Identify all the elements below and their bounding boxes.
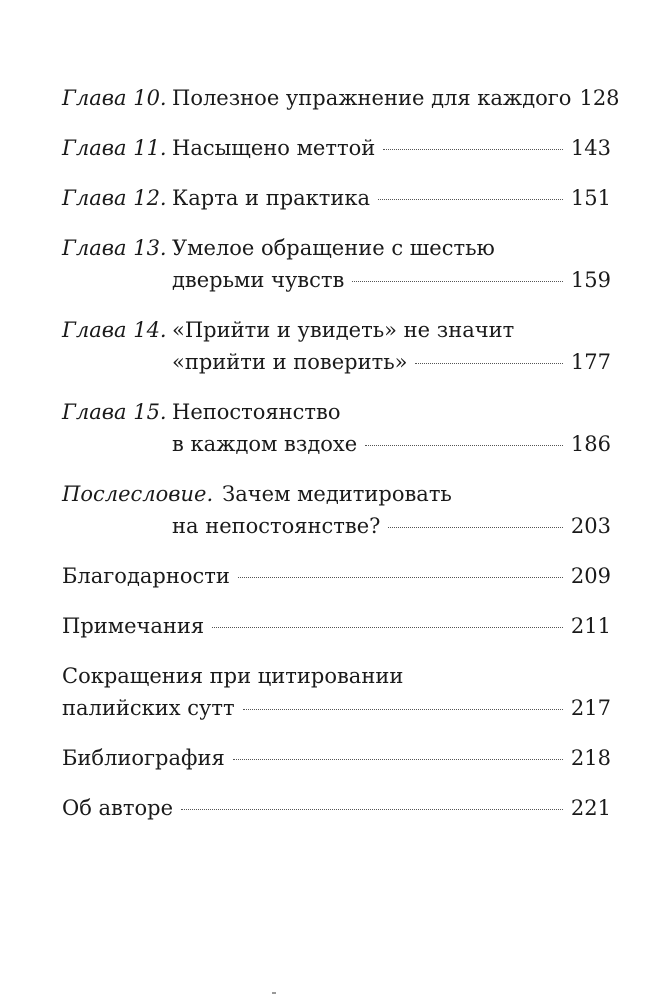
page-number: 218: [570, 746, 611, 770]
page-number: 209: [570, 564, 611, 588]
table-of-contents: [62, 82, 620, 824]
dot-leader: [383, 149, 563, 150]
page-number: 203: [570, 514, 611, 538]
chapter-title-continued: «прийти и поверить»: [172, 350, 408, 374]
dot-leader: [388, 527, 562, 528]
chapter-title: «Прийти и увидеть» не значит: [172, 318, 515, 342]
dot-leader: [233, 759, 563, 760]
chapter-label: Глава 10.: [62, 86, 167, 110]
page-number: 186: [570, 432, 611, 456]
chapter-title-continued: в каждом вздохе: [172, 432, 358, 456]
page-number: 211: [570, 614, 611, 638]
dot-leader: [212, 627, 563, 628]
page-number: 159: [570, 268, 611, 292]
toc-entry-chapter-10[interactable]: [62, 82, 620, 114]
page-number: 151: [570, 186, 611, 210]
dot-leader: [378, 199, 563, 200]
page-number: 217: [570, 696, 611, 720]
toc-entry-chapter-12[interactable]: [62, 182, 611, 214]
section-title: Благодарности: [62, 564, 230, 588]
page-number: 221: [570, 796, 611, 820]
chapter-title: Насыщено меттой: [172, 136, 376, 160]
afterword-label: Послесловие.: [62, 482, 214, 506]
toc-entry-notes[interactable]: [62, 610, 611, 642]
chapter-title-continued: дверьми чувств: [172, 268, 345, 292]
chapter-title: Полезное упражнение для каждого: [172, 86, 572, 110]
chapter-label: Глава 14.: [62, 318, 167, 342]
dot-leader: [238, 577, 563, 578]
toc-entry-chapter-11[interactable]: [62, 132, 611, 164]
section-title: Об авторе: [62, 796, 174, 820]
chapter-label: Глава 11.: [62, 136, 167, 160]
toc-entry-about-author[interactable]: [62, 792, 611, 824]
dot-leader: [352, 281, 563, 282]
toc-entry-afterword[interactable]: [62, 478, 611, 542]
section-title: Сокращения при цитировании: [62, 664, 404, 688]
toc-entry-chapter-14[interactable]: [62, 314, 611, 378]
dot-leader: [181, 809, 563, 810]
toc-entry-bibliography[interactable]: [62, 742, 611, 774]
afterword-title-continued: на непостоянстве?: [172, 514, 381, 538]
chapter-label: Глава 13.: [62, 236, 167, 260]
section-title-continued: палийских сутт: [62, 696, 235, 720]
toc-entry-chapter-13[interactable]: [62, 232, 611, 296]
print-speck: [272, 992, 276, 994]
dot-leader: [365, 445, 563, 446]
dot-leader: [243, 709, 563, 710]
chapter-title: Карта и практика: [172, 186, 371, 210]
section-title: Библиография: [62, 746, 225, 770]
page-number: 177: [570, 350, 611, 374]
page-number: 143: [570, 136, 611, 160]
afterword-title: Зачем медитировать: [222, 482, 452, 506]
chapter-title: Непостоянство: [172, 400, 341, 424]
chapter-title: Умелое обращение с шестью: [172, 236, 495, 260]
toc-entry-abbreviations[interactable]: [62, 660, 611, 724]
toc-entry-chapter-15[interactable]: [62, 396, 611, 460]
toc-entry-acknowledgements[interactable]: [62, 560, 611, 592]
section-title: Примечания: [62, 614, 205, 638]
dot-leader: [415, 363, 562, 364]
chapter-label: Глава 12.: [62, 186, 167, 210]
page-number: 128: [579, 86, 620, 110]
chapter-label: Глава 15.: [62, 400, 167, 424]
